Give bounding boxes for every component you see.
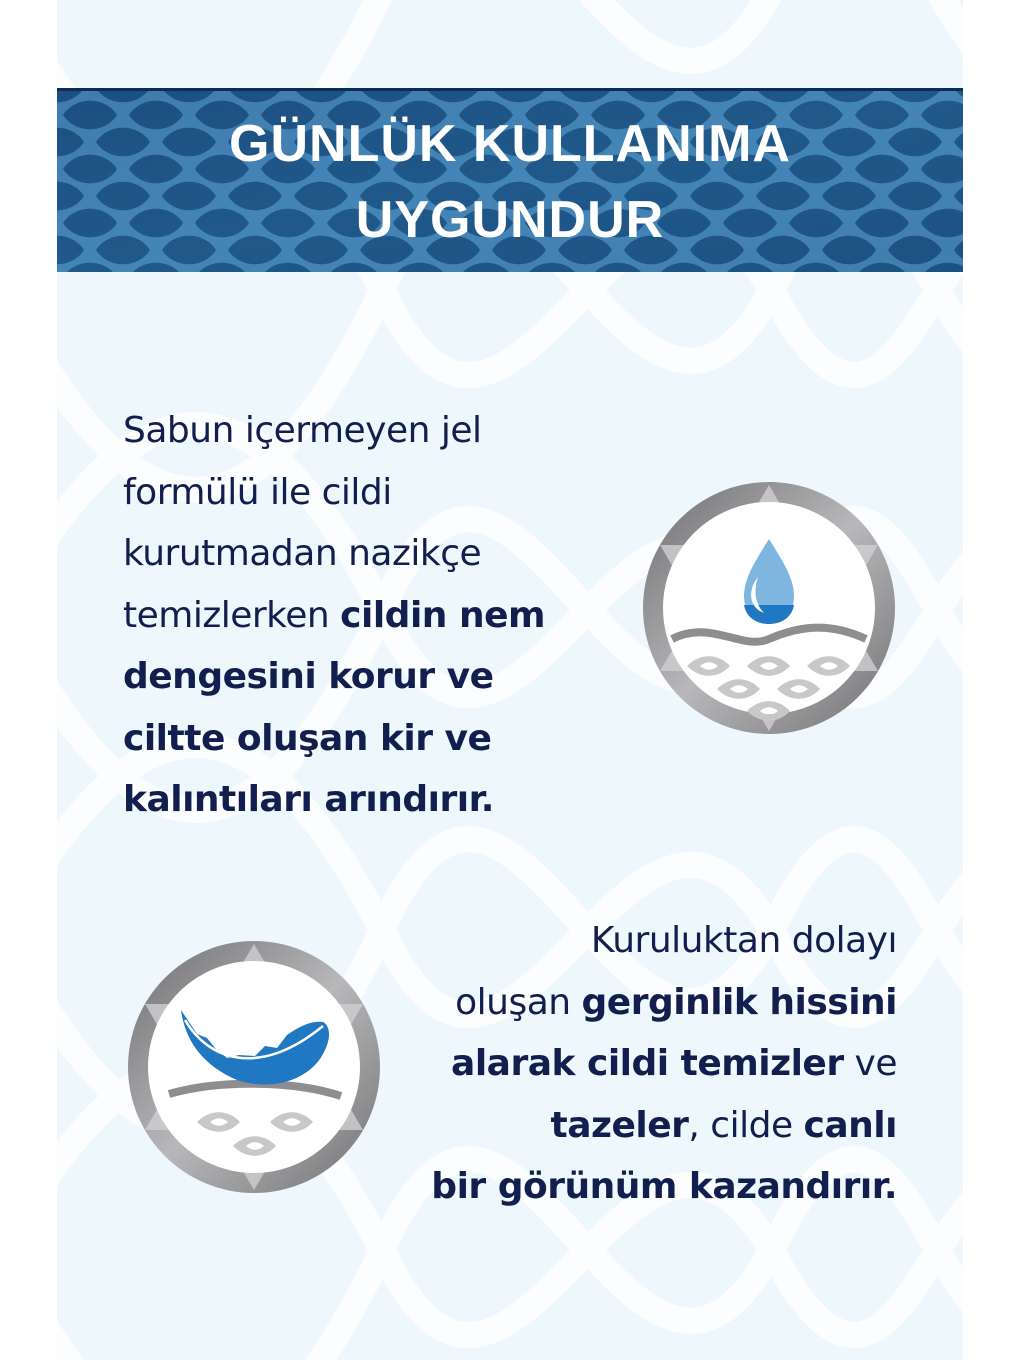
section-1-line: Sabun içermeyen jel [123, 410, 482, 451]
section-2-description [417, 910, 897, 1218]
section-1-description [123, 400, 643, 831]
feather-on-skin-icon [127, 940, 381, 1194]
section-2-line: oluşan gerginlik hissini [455, 981, 897, 1023]
section-1-line: formülü ile cildi [123, 471, 392, 513]
section-2-line: Kuruluktan dolayı [590, 920, 897, 961]
banner-title-line-1: GÜNLÜK KULLANIMA [229, 115, 791, 173]
infographic-canvas [57, 0, 963, 1360]
section-2-line: alarak cildi temizler ve [451, 1043, 897, 1084]
section-1-line: dengesini korur ve [123, 656, 494, 697]
section-1-line: kalıntıları arındırır. [123, 779, 494, 820]
section-1-line: temizlerken cildin nem [123, 594, 546, 636]
banner-title-line-2: UYGUNDUR [355, 191, 665, 249]
section-1-line: ciltte oluşan kir ve [123, 717, 492, 759]
section-2-line: bir görünüm kazandırır. [431, 1166, 897, 1207]
water-drop-on-skin-icon [642, 481, 896, 735]
section-2-line: tazeler, cilde canlı [550, 1104, 897, 1146]
banner-title [57, 106, 963, 258]
title-banner [57, 88, 963, 272]
section-1-line: kurutmadan nazikçe [123, 533, 482, 574]
